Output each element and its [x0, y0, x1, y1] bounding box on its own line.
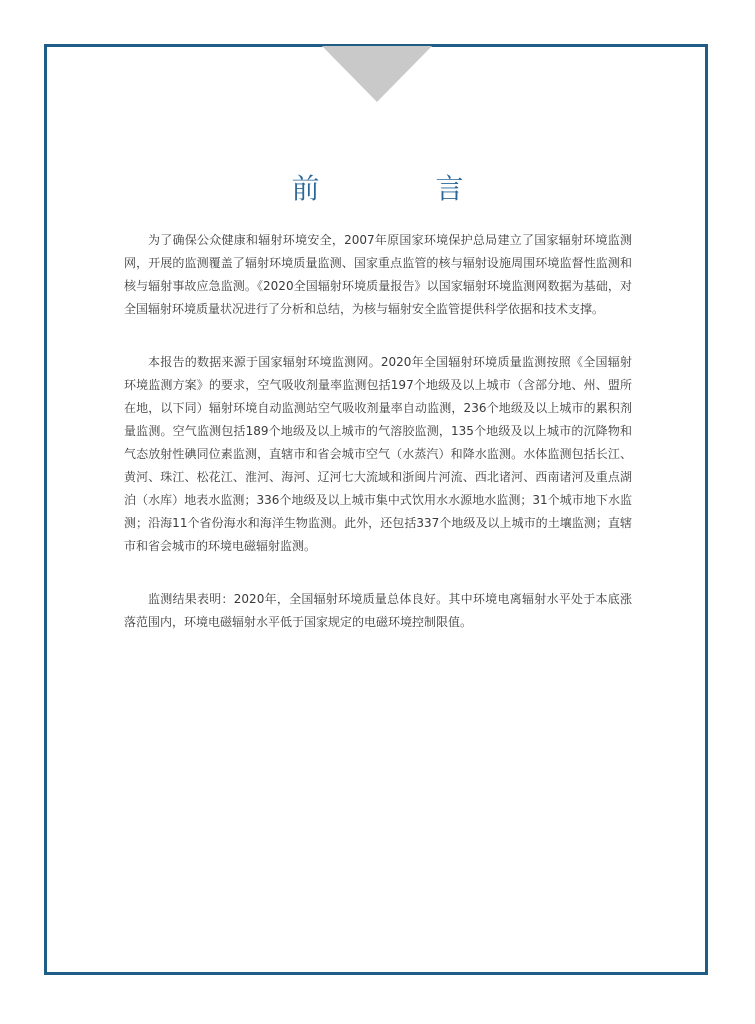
header-triangle-ornament	[322, 46, 432, 102]
preface-paragraph-1: 为了确保公众健康和辐射环境安全，2007年原国家环境保护总局建立了国家辐射环境监测网，开展的监测覆盖了辐射环境质量监测、国家重点监管的核与辐射设施周围环境监督性监测和核与辐射事故应急监测。《2020全国辐射环境质量报告》以国家辐射环境监测网数据为基础，对全国辐射环境质量状况进行了分析和总结，为核与辐射安全监管提供科学依据和技术支撑。	[124, 233, 632, 316]
preface-body	[124, 229, 632, 664]
page-title: 前 言	[291, 171, 508, 205]
preface-paragraph-2: 本报告的数据来源于国家辐射环境监测网。2020年全国辐射环境质量监测按照《全国辐射环境监测方案》的要求，空气吸收剂量率监测包括197个地级及以上城市（含部分地、州、盟所在地，以下同）辐射环境自动监测站空气吸收剂量率自动监测，236个地级及以上城市的累积剂量监测。空气监测包括189个地级及以上城市的气溶胶监测，135个地级及以上城市的沉降物和气态放射性碘同位素监测，直辖市和省会城市空气（水蒸汽）和降水监测。水体监测包括长江、黄河、珠江、松花江、淮河、海河、辽河七大流域和浙闽片河流、西北诸河、西南诸河及重点湖泊（水库）地表水监测；336个地级及以上城市集中式饮用水水源地水监测；31个城市地下水监测；沿海11个省份海水和海洋生物监测。此外，还包括337个地级及以上城市的土壤监测；直辖市和省会城市的环境电磁辐射监测。	[124, 355, 632, 553]
preface-paragraph-3: 监测结果表明：2020年，全国辐射环境质量总体良好。其中环境电离辐射水平处于本底涨落范围内，环境电磁辐射水平低于国家规定的电磁环境控制限值。	[124, 592, 632, 629]
